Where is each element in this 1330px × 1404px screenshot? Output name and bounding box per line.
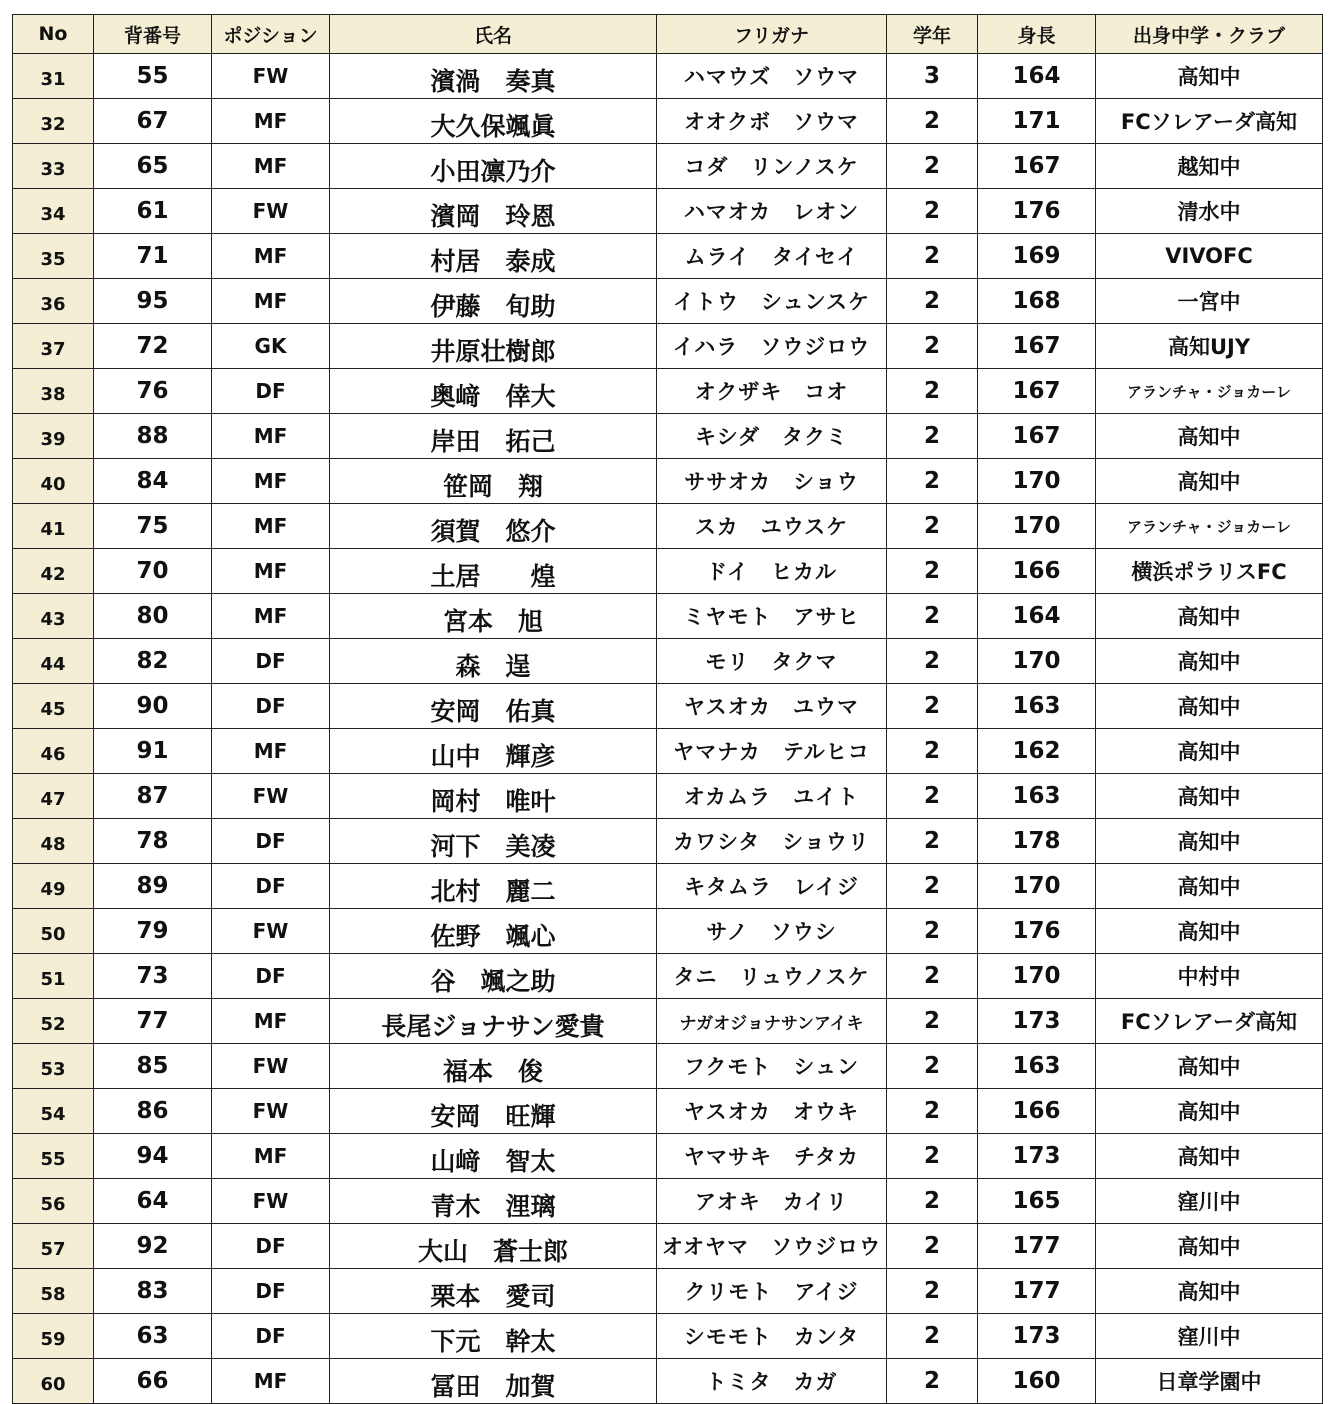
cell-club: 横浜ポラリスFC: [1096, 549, 1323, 594]
cell-number: 91: [94, 729, 212, 774]
cell-name: 村居 泰成: [330, 234, 657, 279]
cell-name: 青木 浬璃: [330, 1179, 657, 1224]
cell-no: 44: [13, 639, 94, 684]
table-row: [13, 819, 1323, 864]
header-no: No: [13, 15, 94, 54]
cell-club: 高知中: [1096, 864, 1323, 909]
cell-club: FCソレアーダ高知: [1096, 999, 1323, 1044]
cell-club: 高知UJY: [1096, 324, 1323, 369]
cell-name: 下元 幹太: [330, 1314, 657, 1359]
cell-grade: 2: [887, 279, 978, 324]
cell-club: 高知中: [1096, 684, 1323, 729]
cell-grade: 2: [887, 909, 978, 954]
cell-grade: 2: [887, 1134, 978, 1179]
cell-position: DF: [212, 1224, 330, 1269]
cell-furigana: フクモト シュン: [657, 1044, 887, 1089]
cell-number: 90: [94, 684, 212, 729]
cell-name: 安岡 佑真: [330, 684, 657, 729]
cell-height: 170: [978, 864, 1096, 909]
cell-grade: 2: [887, 684, 978, 729]
cell-position: FW: [212, 909, 330, 954]
cell-name: 森 逞: [330, 639, 657, 684]
cell-furigana: ヤスオカ オウキ: [657, 1089, 887, 1134]
cell-no: 34: [13, 189, 94, 234]
cell-name: 佐野 颯心: [330, 909, 657, 954]
cell-name: 栗本 愛司: [330, 1269, 657, 1314]
cell-position: GK: [212, 324, 330, 369]
cell-position: MF: [212, 504, 330, 549]
cell-height: 173: [978, 1134, 1096, 1179]
cell-height: 167: [978, 414, 1096, 459]
cell-position: MF: [212, 279, 330, 324]
cell-height: 166: [978, 549, 1096, 594]
cell-height: 165: [978, 1179, 1096, 1224]
table-row: [13, 729, 1323, 774]
table-row: [13, 504, 1323, 549]
cell-name: 濱岡 玲恩: [330, 189, 657, 234]
cell-club: 窪川中: [1096, 1314, 1323, 1359]
cell-no: 47: [13, 774, 94, 819]
table-row: [13, 774, 1323, 819]
cell-name: 岡村 唯叶: [330, 774, 657, 819]
cell-grade: 2: [887, 189, 978, 234]
table-row: [13, 414, 1323, 459]
cell-number: 63: [94, 1314, 212, 1359]
cell-position: DF: [212, 819, 330, 864]
cell-position: FW: [212, 1044, 330, 1089]
roster-table: [12, 14, 1323, 1404]
cell-furigana: クリモト アイジ: [657, 1269, 887, 1314]
cell-number: 82: [94, 639, 212, 684]
cell-height: 170: [978, 639, 1096, 684]
cell-grade: 2: [887, 1359, 978, 1404]
cell-position: MF: [212, 999, 330, 1044]
cell-height: 164: [978, 594, 1096, 639]
cell-position: MF: [212, 99, 330, 144]
cell-no: 38: [13, 369, 94, 414]
table-row: [13, 549, 1323, 594]
cell-number: 80: [94, 594, 212, 639]
cell-number: 78: [94, 819, 212, 864]
cell-number: 55: [94, 54, 212, 99]
cell-name: 山中 輝彦: [330, 729, 657, 774]
cell-position: DF: [212, 864, 330, 909]
cell-name: 宮本 旭: [330, 594, 657, 639]
cell-no: 48: [13, 819, 94, 864]
cell-club: 日章学園中: [1096, 1359, 1323, 1404]
cell-no: 57: [13, 1224, 94, 1269]
cell-no: 54: [13, 1089, 94, 1134]
table-row: [13, 594, 1323, 639]
cell-position: MF: [212, 1134, 330, 1179]
cell-grade: 2: [887, 819, 978, 864]
cell-height: 167: [978, 144, 1096, 189]
cell-grade: 2: [887, 729, 978, 774]
cell-name: 岸田 拓己: [330, 414, 657, 459]
cell-name: 須賀 悠介: [330, 504, 657, 549]
table-row: [13, 1359, 1323, 1404]
cell-position: MF: [212, 549, 330, 594]
cell-club: 高知中: [1096, 909, 1323, 954]
cell-name: 福本 俊: [330, 1044, 657, 1089]
cell-furigana: ハマオカ レオン: [657, 189, 887, 234]
cell-no: 49: [13, 864, 94, 909]
cell-furigana: ヤマサキ チタカ: [657, 1134, 887, 1179]
cell-position: DF: [212, 684, 330, 729]
cell-no: 50: [13, 909, 94, 954]
cell-club: 高知中: [1096, 774, 1323, 819]
cell-grade: 3: [887, 54, 978, 99]
cell-number: 65: [94, 144, 212, 189]
cell-height: 170: [978, 504, 1096, 549]
cell-position: DF: [212, 369, 330, 414]
table-row: [13, 99, 1323, 144]
cell-grade: 2: [887, 144, 978, 189]
cell-furigana: カワシタ ショウリ: [657, 819, 887, 864]
cell-position: DF: [212, 1269, 330, 1314]
cell-furigana: サノ ソウシ: [657, 909, 887, 954]
cell-club: 高知中: [1096, 1044, 1323, 1089]
cell-name: 谷 颯之助: [330, 954, 657, 999]
cell-position: DF: [212, 639, 330, 684]
cell-club: 一宮中: [1096, 279, 1323, 324]
cell-no: 32: [13, 99, 94, 144]
cell-furigana: モリ タクマ: [657, 639, 887, 684]
cell-number: 79: [94, 909, 212, 954]
cell-furigana: ナガオジョナサンアイキ: [657, 999, 887, 1044]
cell-grade: 2: [887, 324, 978, 369]
cell-position: DF: [212, 1314, 330, 1359]
cell-no: 52: [13, 999, 94, 1044]
cell-height: 177: [978, 1224, 1096, 1269]
cell-name: 井原壮樹郎: [330, 324, 657, 369]
cell-position: FW: [212, 774, 330, 819]
cell-no: 41: [13, 504, 94, 549]
cell-number: 66: [94, 1359, 212, 1404]
cell-height: 164: [978, 54, 1096, 99]
cell-club: 窪川中: [1096, 1179, 1323, 1224]
cell-club: 高知中: [1096, 594, 1323, 639]
cell-furigana: ヤスオカ ユウマ: [657, 684, 887, 729]
cell-furigana: トミタ カガ: [657, 1359, 887, 1404]
cell-club: VIVOFC: [1096, 234, 1323, 279]
cell-no: 55: [13, 1134, 94, 1179]
cell-name: 奥﨑 倖大: [330, 369, 657, 414]
cell-grade: 2: [887, 369, 978, 414]
cell-number: 85: [94, 1044, 212, 1089]
cell-grade: 2: [887, 1089, 978, 1134]
cell-name: 濱渦 奏真: [330, 54, 657, 99]
header-name: 氏名: [330, 15, 657, 54]
table-row: [13, 1134, 1323, 1179]
cell-number: 77: [94, 999, 212, 1044]
table-row: [13, 1224, 1323, 1269]
cell-club: アランチャ・ジョカーレ: [1096, 369, 1323, 414]
cell-name: 冨田 加賀: [330, 1359, 657, 1404]
cell-club: 高知中: [1096, 1224, 1323, 1269]
table-row: [13, 324, 1323, 369]
table-row: [13, 999, 1323, 1044]
cell-no: 56: [13, 1179, 94, 1224]
cell-number: 71: [94, 234, 212, 279]
cell-name: 伊藤 旬助: [330, 279, 657, 324]
header-club: 出身中学・クラブ: [1096, 15, 1323, 54]
cell-grade: 2: [887, 549, 978, 594]
cell-height: 162: [978, 729, 1096, 774]
cell-number: 88: [94, 414, 212, 459]
cell-furigana: キシダ タクミ: [657, 414, 887, 459]
table-row: [13, 1314, 1323, 1359]
cell-name: 安岡 旺輝: [330, 1089, 657, 1134]
cell-height: 163: [978, 684, 1096, 729]
cell-club: 高知中: [1096, 729, 1323, 774]
cell-height: 167: [978, 324, 1096, 369]
table-row: [13, 954, 1323, 999]
table-row: [13, 54, 1323, 99]
cell-no: 36: [13, 279, 94, 324]
cell-position: MF: [212, 234, 330, 279]
cell-height: 173: [978, 1314, 1096, 1359]
cell-grade: 2: [887, 1044, 978, 1089]
cell-height: 163: [978, 774, 1096, 819]
cell-no: 43: [13, 594, 94, 639]
cell-position: DF: [212, 954, 330, 999]
cell-no: 45: [13, 684, 94, 729]
cell-club: 高知中: [1096, 414, 1323, 459]
table-row: [13, 1044, 1323, 1089]
cell-no: 42: [13, 549, 94, 594]
table-row: [13, 639, 1323, 684]
table-row: [13, 369, 1323, 414]
cell-name: 河下 美凌: [330, 819, 657, 864]
cell-no: 33: [13, 144, 94, 189]
cell-grade: 2: [887, 234, 978, 279]
cell-grade: 2: [887, 1224, 978, 1269]
table-row: [13, 189, 1323, 234]
cell-number: 72: [94, 324, 212, 369]
cell-furigana: ドイ ヒカル: [657, 549, 887, 594]
cell-club: 清水中: [1096, 189, 1323, 234]
cell-furigana: ミヤモト アサヒ: [657, 594, 887, 639]
cell-number: 73: [94, 954, 212, 999]
cell-height: 170: [978, 954, 1096, 999]
cell-grade: 2: [887, 1314, 978, 1359]
table-row: [13, 864, 1323, 909]
cell-height: 163: [978, 1044, 1096, 1089]
cell-name: 大山 蒼士郎: [330, 1224, 657, 1269]
cell-grade: 2: [887, 414, 978, 459]
cell-grade: 2: [887, 1179, 978, 1224]
cell-furigana: オオクボ ソウマ: [657, 99, 887, 144]
cell-grade: 2: [887, 999, 978, 1044]
cell-furigana: タニ リュウノスケ: [657, 954, 887, 999]
cell-height: 177: [978, 1269, 1096, 1314]
cell-club: 高知中: [1096, 639, 1323, 684]
cell-height: 171: [978, 99, 1096, 144]
cell-number: 61: [94, 189, 212, 234]
cell-number: 87: [94, 774, 212, 819]
cell-no: 31: [13, 54, 94, 99]
cell-number: 89: [94, 864, 212, 909]
cell-name: 小田凛乃介: [330, 144, 657, 189]
cell-number: 84: [94, 459, 212, 504]
header-grade: 学年: [887, 15, 978, 54]
cell-position: MF: [212, 1359, 330, 1404]
cell-number: 70: [94, 549, 212, 594]
cell-number: 92: [94, 1224, 212, 1269]
header-number: 背番号: [94, 15, 212, 54]
cell-no: 53: [13, 1044, 94, 1089]
cell-number: 86: [94, 1089, 212, 1134]
table-row: [13, 144, 1323, 189]
cell-grade: 2: [887, 1269, 978, 1314]
cell-number: 83: [94, 1269, 212, 1314]
cell-grade: 2: [887, 864, 978, 909]
cell-furigana: アオキ カイリ: [657, 1179, 887, 1224]
cell-name: 山﨑 智太: [330, 1134, 657, 1179]
cell-height: 166: [978, 1089, 1096, 1134]
cell-furigana: イハラ ソウジロウ: [657, 324, 887, 369]
header-furigana: フリガナ: [657, 15, 887, 54]
cell-furigana: イトウ シュンスケ: [657, 279, 887, 324]
cell-name: 笹岡 翔: [330, 459, 657, 504]
cell-height: 170: [978, 459, 1096, 504]
cell-no: 40: [13, 459, 94, 504]
cell-height: 173: [978, 999, 1096, 1044]
cell-grade: 2: [887, 459, 978, 504]
cell-height: 168: [978, 279, 1096, 324]
cell-furigana: ハマウズ ソウマ: [657, 54, 887, 99]
cell-grade: 2: [887, 504, 978, 549]
cell-furigana: オオヤマ ソウジロウ: [657, 1224, 887, 1269]
cell-club: 高知中: [1096, 54, 1323, 99]
cell-furigana: オカムラ ユイト: [657, 774, 887, 819]
cell-position: MF: [212, 414, 330, 459]
table-row: [13, 459, 1323, 504]
table-row: [13, 234, 1323, 279]
cell-number: 94: [94, 1134, 212, 1179]
table-row: [13, 1179, 1323, 1224]
cell-number: 76: [94, 369, 212, 414]
cell-height: 176: [978, 189, 1096, 234]
cell-furigana: コダ リンノスケ: [657, 144, 887, 189]
cell-furigana: シモモト カンタ: [657, 1314, 887, 1359]
cell-furigana: オクザキ コオ: [657, 369, 887, 414]
cell-position: MF: [212, 459, 330, 504]
cell-no: 35: [13, 234, 94, 279]
cell-position: MF: [212, 594, 330, 639]
roster-body: [13, 54, 1323, 1404]
cell-height: 178: [978, 819, 1096, 864]
cell-club: 高知中: [1096, 819, 1323, 864]
cell-height: 176: [978, 909, 1096, 954]
cell-furigana: スカ ユウスケ: [657, 504, 887, 549]
table-row: [13, 1089, 1323, 1134]
cell-no: 59: [13, 1314, 94, 1359]
header-row: [13, 15, 1323, 54]
table-row: [13, 1269, 1323, 1314]
cell-club: FCソレアーダ高知: [1096, 99, 1323, 144]
cell-furigana: ムライ タイセイ: [657, 234, 887, 279]
cell-height: 169: [978, 234, 1096, 279]
cell-grade: 2: [887, 594, 978, 639]
cell-no: 39: [13, 414, 94, 459]
cell-height: 167: [978, 369, 1096, 414]
cell-grade: 2: [887, 99, 978, 144]
table-row: [13, 909, 1323, 954]
cell-position: MF: [212, 729, 330, 774]
table-row: [13, 684, 1323, 729]
cell-no: 51: [13, 954, 94, 999]
cell-club: 高知中: [1096, 459, 1323, 504]
cell-grade: 2: [887, 639, 978, 684]
cell-no: 46: [13, 729, 94, 774]
cell-grade: 2: [887, 954, 978, 999]
cell-no: 58: [13, 1269, 94, 1314]
cell-furigana: ササオカ ショウ: [657, 459, 887, 504]
cell-number: 64: [94, 1179, 212, 1224]
cell-name: 長尾ジョナサン愛貴: [330, 999, 657, 1044]
cell-club: 高知中: [1096, 1089, 1323, 1134]
cell-number: 67: [94, 99, 212, 144]
cell-grade: 2: [887, 774, 978, 819]
cell-position: FW: [212, 189, 330, 234]
cell-furigana: ヤマナカ テルヒコ: [657, 729, 887, 774]
cell-name: 北村 麗二: [330, 864, 657, 909]
cell-club: 越知中: [1096, 144, 1323, 189]
header-position: ポジション: [212, 15, 330, 54]
cell-position: FW: [212, 54, 330, 99]
cell-name: 土居 煌: [330, 549, 657, 594]
cell-number: 95: [94, 279, 212, 324]
cell-height: 160: [978, 1359, 1096, 1404]
cell-club: アランチャ・ジョカーレ: [1096, 504, 1323, 549]
header-height: 身長: [978, 15, 1096, 54]
cell-name: 大久保颯眞: [330, 99, 657, 144]
cell-position: FW: [212, 1089, 330, 1134]
cell-no: 37: [13, 324, 94, 369]
cell-club: 中村中: [1096, 954, 1323, 999]
cell-club: 高知中: [1096, 1269, 1323, 1314]
cell-furigana: キタムラ レイジ: [657, 864, 887, 909]
cell-position: FW: [212, 1179, 330, 1224]
cell-number: 75: [94, 504, 212, 549]
cell-position: MF: [212, 144, 330, 189]
cell-no: 60: [13, 1359, 94, 1404]
cell-club: 高知中: [1096, 1134, 1323, 1179]
table-row: [13, 279, 1323, 324]
